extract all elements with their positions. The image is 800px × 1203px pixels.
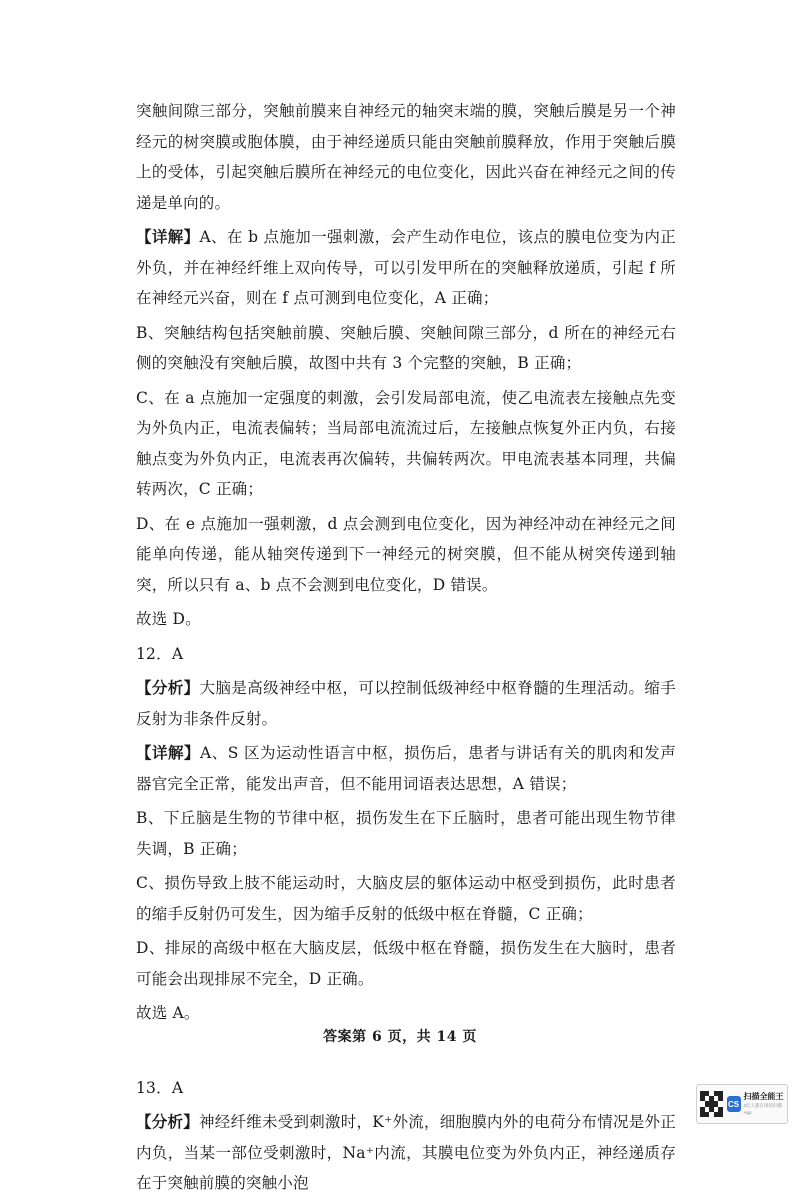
scanner-watermark	[696, 1084, 788, 1124]
paragraph: 【详解】A、S 区为运动性语言中枢，损伤后，患者与讲话有关的肌肉和发声器官完全正常，能发出声音，但不能用词语表达思想，A 错误；	[136, 743, 676, 793]
page-footer: 答案第 6 页，共 14 页	[323, 1029, 477, 1045]
paragraph: D、排尿的高级中枢在大脑皮层，低级中枢在脊髓，损伤发生在大脑时，患者可能会出现排尿不完全，D 正确。	[136, 939, 676, 988]
paragraph: 突触间隙三部分，突触前膜来自神经元的轴突末端的膜，突触后膜是另一个神经元的树突膜或胞体膜，由于神经递质只能由突触前膜释放，作用于突触后膜上的受体，引起突触后膜所在神经元的电位变化，因此兴奋在神经元之间的传递是单向的。	[136, 102, 676, 212]
answer-conclusion: 故选 A。	[136, 1004, 200, 1022]
question-number: 12．A	[136, 644, 184, 663]
paragraph: C、在 a 点施加一定强度的刺激，会引发局部电流，使乙电流表左接触点先变为外负内正，电流表偏转；当局部电流流过后，左接触点恢复外正内负，右接触点变为外负内正，电流表再次偏转，共偏转两次。甲电流表基本同理，共偏转两次，C 正确；	[136, 388, 676, 498]
paragraph: B、下丘脑是生物的节律中枢，损伤发生在下丘脑时，患者可能出现生物节律失调，B 正确；	[136, 809, 676, 858]
answer-conclusion: 故选 D。	[136, 610, 201, 628]
paragraph: C、损伤导致上肢不能运动时，大脑皮层的躯体运动中枢受到损伤，此时患者的缩手反射仍可发生，因为缩手反射的低级中枢在脊髓，C 正确；	[136, 874, 676, 923]
section-tag: 【分析】	[136, 1112, 200, 1131]
section-tag: 【详解】	[136, 743, 201, 762]
question-number: 13．A	[136, 1078, 184, 1097]
paragraph: 【详解】A、在 b 点施加一强刺激，会产生动作电位，该点的膜电位变为内正外负，并在神经纤维上双向传导，可以引发甲所在的突触释放递质，引起 f 所在神经元兴奋，则在 f 点可测到电位变化，A 正确；	[136, 227, 676, 307]
scanner-slogan: 3亿人都在用的扫描App	[743, 1103, 783, 1115]
camscanner-logo-icon: CS	[727, 1096, 741, 1112]
scanner-app-name: 扫描全能王	[743, 1092, 784, 1101]
paragraph: B、突触结构包括突触前膜、突触后膜、突触间隙三部分，d 所在的神经元右侧的突触没有突触后膜，故图中共有 3 个完整的突触，B 正确；	[136, 323, 676, 372]
section-tag: 【详解】	[136, 227, 200, 246]
paragraph: 【分析】神经纤维未受到刺激时，K⁺外流，细胞膜内外的电荷分布情况是外正内负，当某一部位受刺激时，Na⁺内流，其膜电位变为外负内正，神经递质存在于突触前膜的突触小泡	[136, 1112, 676, 1192]
paragraph: D、在 e 点施加一强刺激，d 点会测到电位变化，因为神经冲动在神经元之间能单向传递，能从轴突传递到下一神经元的树突膜，但不能从树突传递到轴突，所以只有 a、b 点不会测到电位变化，D 错误。	[136, 514, 676, 594]
qr-code-icon	[700, 1091, 723, 1117]
section-tag: 【分析】	[136, 678, 200, 697]
paragraph: 【分析】大脑是高级神经中枢，可以控制低级神经中枢脊髓的生理活动。缩手反射为非条件反射。	[136, 678, 676, 728]
